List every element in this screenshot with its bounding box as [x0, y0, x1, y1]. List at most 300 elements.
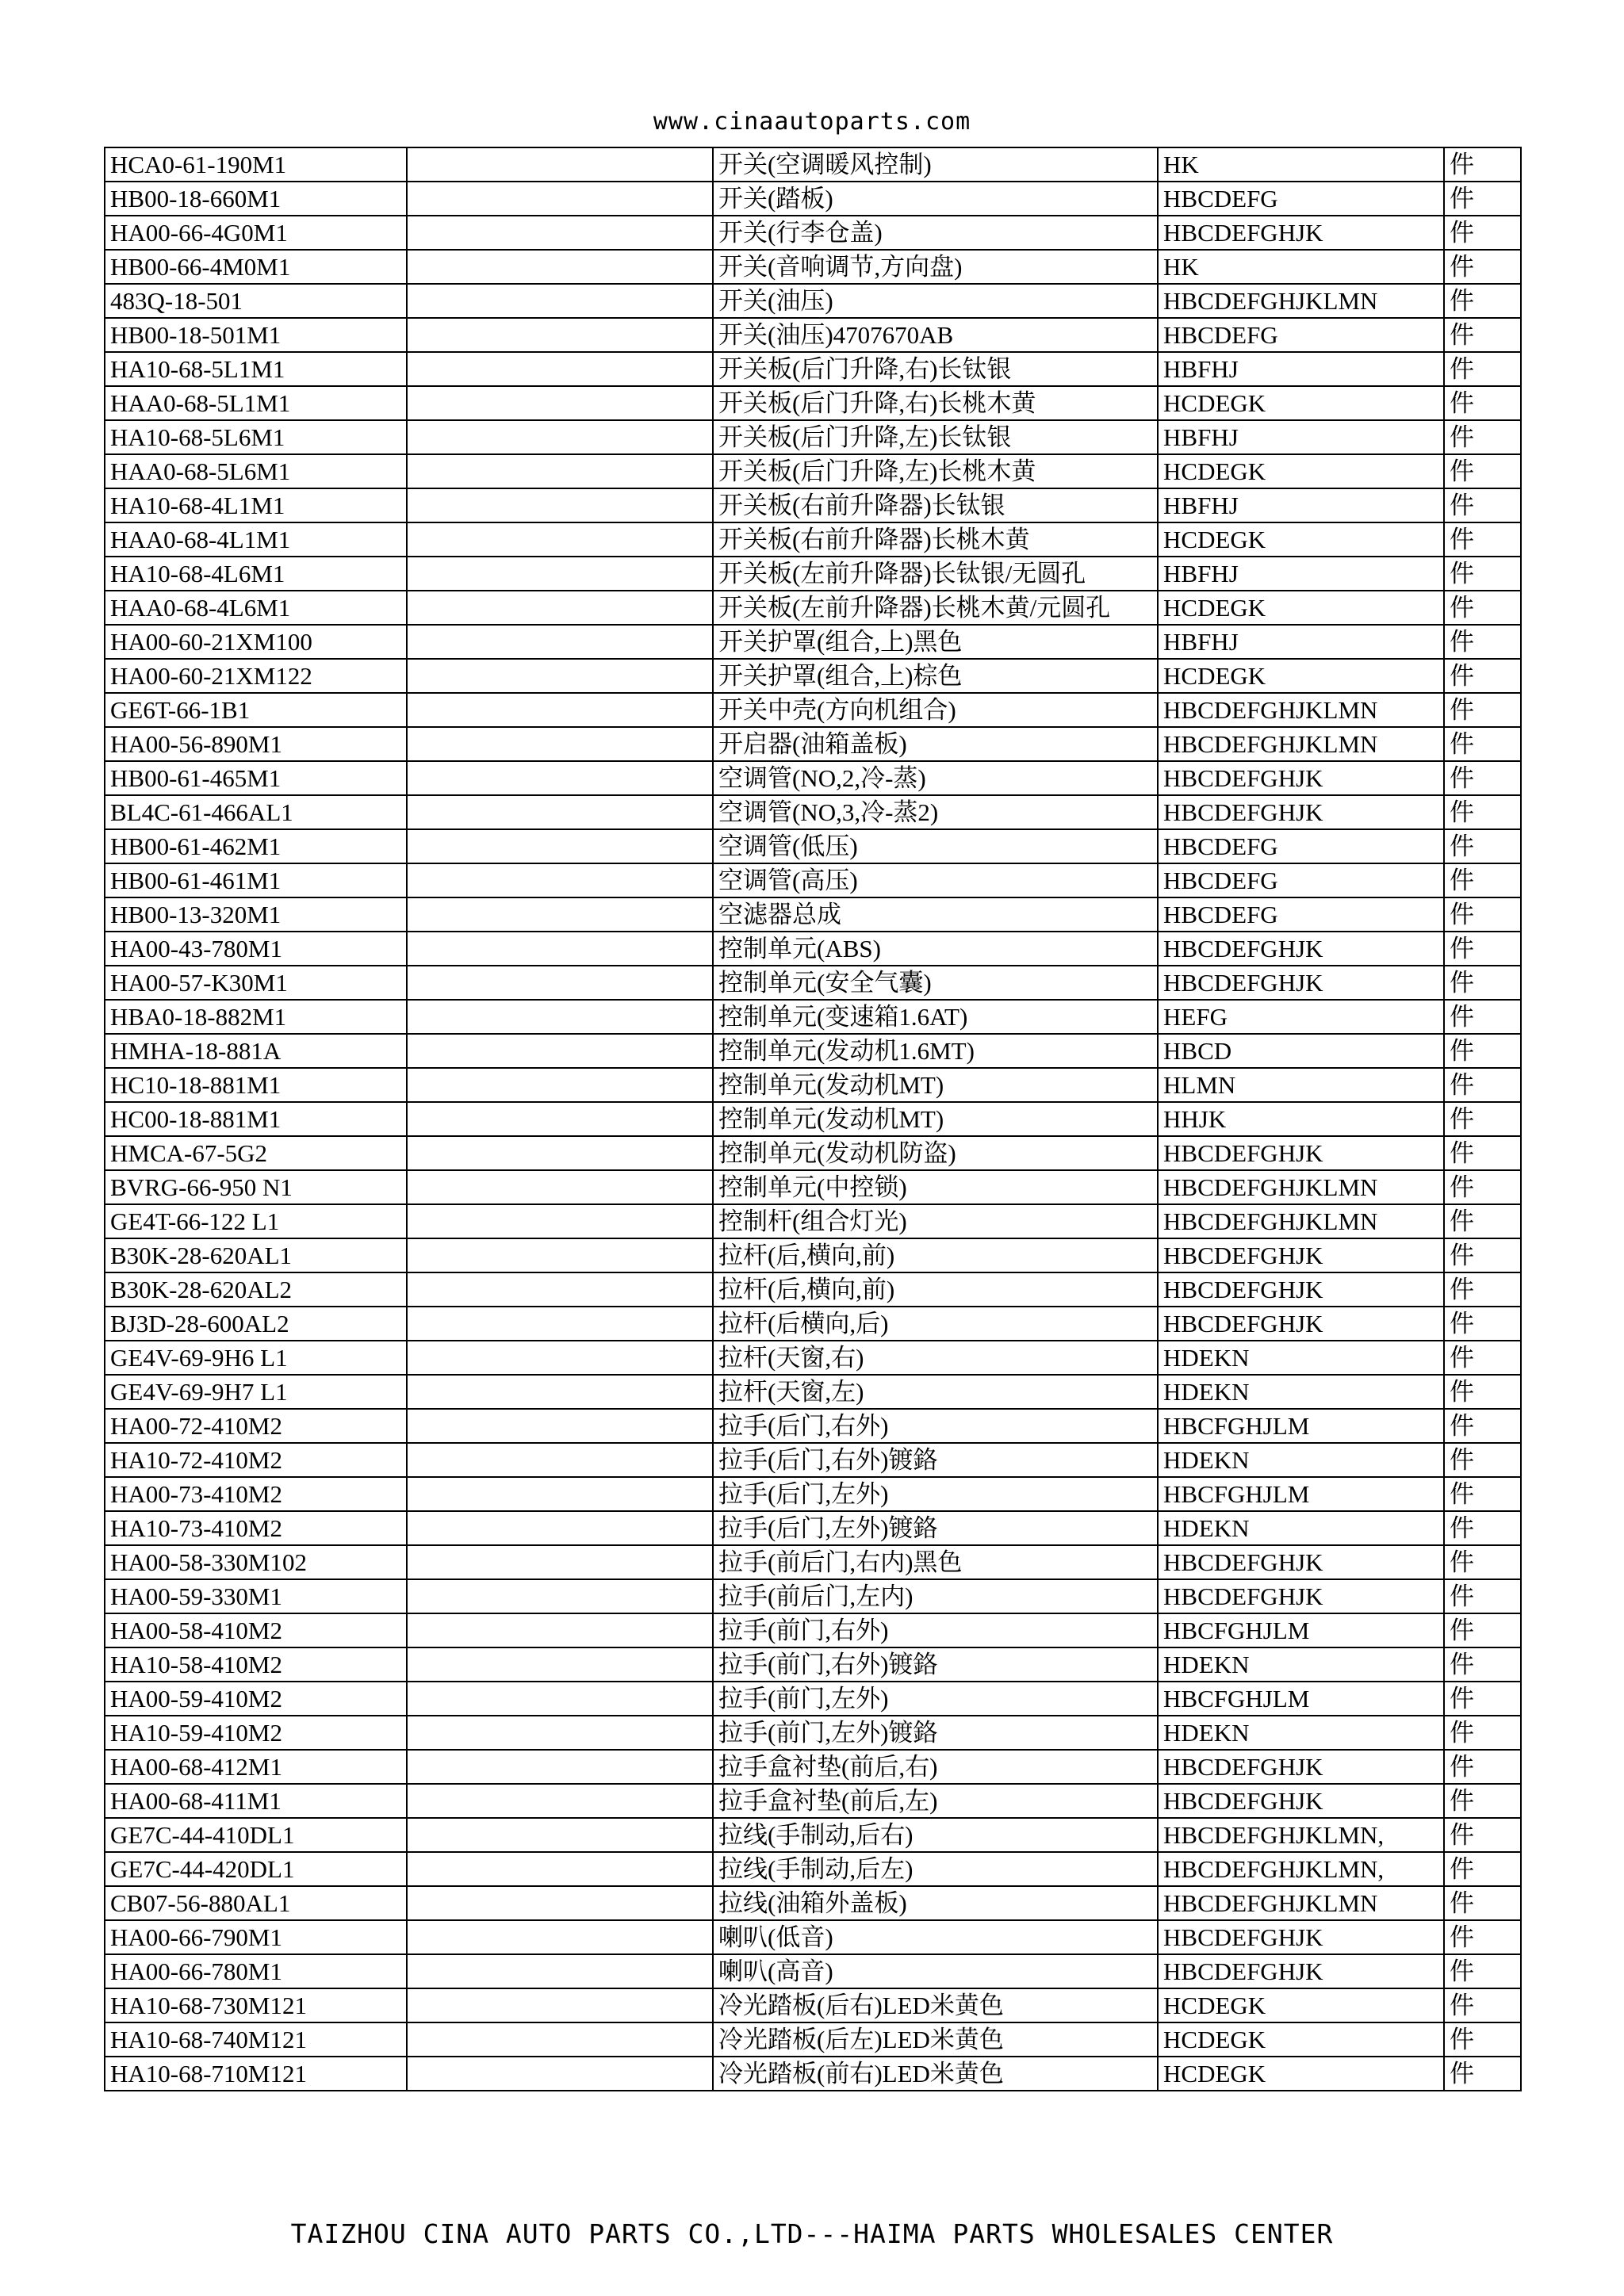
blank-cell	[407, 1136, 713, 1170]
part-number-cell: HB00-18-660M1	[105, 182, 407, 216]
part-name-cell: 开关板(左前升降器)长钛银/无圆孔	[713, 557, 1158, 591]
part-name-cell: 拉线(油箱外盖板)	[713, 1886, 1158, 1920]
blank-cell	[407, 1613, 713, 1647]
part-name-cell: 拉手(前门,右外)镀鉻	[713, 1647, 1158, 1682]
part-name-cell: 拉杆(后横向,后)	[713, 1307, 1158, 1341]
table-row	[105, 1307, 1521, 1341]
part-name-cell: 控制单元(ABS)	[713, 932, 1158, 966]
blank-cell	[407, 1409, 713, 1443]
model-codes-cell: HDEKN	[1158, 1511, 1444, 1545]
blank-cell	[407, 591, 713, 625]
blank-cell	[407, 829, 713, 863]
part-name-cell: 拉杆(后,横向,前)	[713, 1238, 1158, 1272]
model-codes-cell: HBCD	[1158, 1034, 1444, 1068]
unit-cell: 件	[1444, 1136, 1521, 1170]
table-row	[105, 1443, 1521, 1477]
unit-cell: 件	[1444, 1750, 1521, 1784]
table-row	[105, 1920, 1521, 1954]
model-codes-cell: HBCDEFGHJKLMN	[1158, 693, 1444, 727]
part-number-cell: HA10-68-4L1M1	[105, 488, 407, 522]
blank-cell	[407, 1716, 713, 1750]
part-number-cell: GE7C-44-410DL1	[105, 1818, 407, 1852]
model-codes-cell: HDEKN	[1158, 1443, 1444, 1477]
part-name-cell: 拉线(手制动,后左)	[713, 1852, 1158, 1886]
model-codes-cell: HBCDEFGHJKLMN	[1158, 1886, 1444, 1920]
part-number-cell: CB07-56-880AL1	[105, 1886, 407, 1920]
part-name-cell: 控制杆(组合灯光)	[713, 1204, 1158, 1238]
table-row	[105, 2022, 1521, 2057]
model-codes-cell: HBCDEFGHJKLMN	[1158, 727, 1444, 761]
blank-cell	[407, 250, 713, 284]
table-row	[105, 625, 1521, 659]
part-name-cell: 冷光踏板(前右)LED米黄色	[713, 2057, 1158, 2091]
unit-cell: 件	[1444, 1238, 1521, 1272]
model-codes-cell: HCDEGK	[1158, 2022, 1444, 2057]
blank-cell	[407, 1954, 713, 1988]
unit-cell: 件	[1444, 1579, 1521, 1613]
part-number-cell: HA10-73-410M2	[105, 1511, 407, 1545]
unit-cell: 件	[1444, 693, 1521, 727]
part-name-cell: 空调管(NO,2,冷-蒸)	[713, 761, 1158, 795]
blank-cell	[407, 1341, 713, 1375]
blank-cell	[407, 1272, 713, 1307]
table-row	[105, 1545, 1521, 1579]
part-name-cell: 冷光踏板(后右)LED米黄色	[713, 1988, 1158, 2022]
model-codes-cell: HBCDEFGHJKLMN,	[1158, 1852, 1444, 1886]
part-number-cell: HA00-58-410M2	[105, 1613, 407, 1647]
model-codes-cell: HBCDEFGHJK	[1158, 1238, 1444, 1272]
unit-cell: 件	[1444, 1613, 1521, 1647]
part-name-cell: 开关板(后门升降,右)长桃木黄	[713, 386, 1158, 420]
table-row	[105, 182, 1521, 216]
part-name-cell: 开关板(左前升降器)长桃木黄/元圆孔	[713, 591, 1158, 625]
unit-cell: 件	[1444, 386, 1521, 420]
part-number-cell: HA00-60-21XM100	[105, 625, 407, 659]
unit-cell: 件	[1444, 1204, 1521, 1238]
blank-cell	[407, 1307, 713, 1341]
unit-cell: 件	[1444, 488, 1521, 522]
table-row	[105, 591, 1521, 625]
table-row	[105, 1272, 1521, 1307]
part-name-cell: 开关(油压)	[713, 284, 1158, 318]
model-codes-cell: HDEKN	[1158, 1375, 1444, 1409]
part-name-cell: 拉杆(后,横向,前)	[713, 1272, 1158, 1307]
table-row	[105, 1716, 1521, 1750]
model-codes-cell: HBCDEFGHJK	[1158, 932, 1444, 966]
table-row	[105, 693, 1521, 727]
part-name-cell: 开关(踏板)	[713, 182, 1158, 216]
unit-cell: 件	[1444, 1920, 1521, 1954]
part-number-cell: HC10-18-881M1	[105, 1068, 407, 1102]
table-row	[105, 1341, 1521, 1375]
table-row	[105, 829, 1521, 863]
model-codes-cell: HBCFGHJLM	[1158, 1477, 1444, 1511]
table-row	[105, 147, 1521, 182]
table-row	[105, 1988, 1521, 2022]
part-name-cell: 拉手(后门,左外)	[713, 1477, 1158, 1511]
unit-cell: 件	[1444, 2022, 1521, 2057]
unit-cell: 件	[1444, 625, 1521, 659]
unit-cell: 件	[1444, 284, 1521, 318]
blank-cell	[407, 1750, 713, 1784]
model-codes-cell: HHJK	[1158, 1102, 1444, 1136]
part-name-cell: 开关护罩(组合,上)黑色	[713, 625, 1158, 659]
model-codes-cell: HBFHJ	[1158, 557, 1444, 591]
table-row	[105, 1238, 1521, 1272]
unit-cell: 件	[1444, 1034, 1521, 1068]
part-number-cell: HA10-59-410M2	[105, 1716, 407, 1750]
model-codes-cell: HBCFGHJLM	[1158, 1409, 1444, 1443]
blank-cell	[407, 488, 713, 522]
unit-cell: 件	[1444, 1375, 1521, 1409]
model-codes-cell: HBCFGHJLM	[1158, 1682, 1444, 1716]
blank-cell	[407, 1102, 713, 1136]
table-row	[105, 1102, 1521, 1136]
table-row	[105, 1750, 1521, 1784]
blank-cell	[407, 897, 713, 932]
part-number-cell: HA10-68-710M121	[105, 2057, 407, 2091]
model-codes-cell: HLMN	[1158, 1068, 1444, 1102]
part-name-cell: 开关板(右前升降器)长桃木黄	[713, 522, 1158, 557]
part-number-cell: GE4T-66-122 L1	[105, 1204, 407, 1238]
unit-cell: 件	[1444, 1307, 1521, 1341]
model-codes-cell: HBFHJ	[1158, 352, 1444, 386]
part-number-cell: HBA0-18-882M1	[105, 1000, 407, 1034]
table-row	[105, 932, 1521, 966]
part-number-cell: HA00-66-790M1	[105, 1920, 407, 1954]
blank-cell	[407, 1784, 713, 1818]
blank-cell	[407, 1204, 713, 1238]
blank-cell	[407, 454, 713, 488]
part-number-cell: HA00-60-21XM122	[105, 659, 407, 693]
part-number-cell: HA00-66-780M1	[105, 1954, 407, 1988]
blank-cell	[407, 352, 713, 386]
table-row	[105, 1170, 1521, 1204]
unit-cell: 件	[1444, 454, 1521, 488]
part-number-cell: HA00-72-410M2	[105, 1409, 407, 1443]
blank-cell	[407, 727, 713, 761]
blank-cell	[407, 420, 713, 454]
part-name-cell: 空调管(NO,3,冷-蒸2)	[713, 795, 1158, 829]
part-name-cell: 控制单元(变速箱1.6AT)	[713, 1000, 1158, 1034]
unit-cell: 件	[1444, 897, 1521, 932]
table-row	[105, 1204, 1521, 1238]
part-name-cell: 拉手(前门,左外)	[713, 1682, 1158, 1716]
unit-cell: 件	[1444, 522, 1521, 557]
model-codes-cell: HBCDEFGHJKLMN	[1158, 1170, 1444, 1204]
blank-cell	[407, 1511, 713, 1545]
model-codes-cell: HCDEGK	[1158, 522, 1444, 557]
part-name-cell: 拉手(前门,右外)	[713, 1613, 1158, 1647]
model-codes-cell: HBCDEFGHJK	[1158, 795, 1444, 829]
unit-cell: 件	[1444, 1409, 1521, 1443]
unit-cell: 件	[1444, 250, 1521, 284]
model-codes-cell: HDEKN	[1158, 1647, 1444, 1682]
blank-cell	[407, 625, 713, 659]
part-name-cell: 控制单元(发动机防盗)	[713, 1136, 1158, 1170]
unit-cell: 件	[1444, 1068, 1521, 1102]
table-row	[105, 1477, 1521, 1511]
model-codes-cell: HBCDEFGHJK	[1158, 1784, 1444, 1818]
part-number-cell: HA10-68-4L6M1	[105, 557, 407, 591]
part-number-cell: HB00-66-4M0M1	[105, 250, 407, 284]
table-row	[105, 318, 1521, 352]
blank-cell	[407, 1238, 713, 1272]
table-row	[105, 1784, 1521, 1818]
model-codes-cell: HBCDEFGHJK	[1158, 1136, 1444, 1170]
model-codes-cell: HBCDEFGHJK	[1158, 1920, 1444, 1954]
model-codes-cell: HBCFGHJLM	[1158, 1613, 1444, 1647]
unit-cell: 件	[1444, 1852, 1521, 1886]
part-number-cell: HA00-43-780M1	[105, 932, 407, 966]
table-row	[105, 863, 1521, 897]
part-number-cell: GE4V-69-9H6 L1	[105, 1341, 407, 1375]
part-number-cell: HB00-61-461M1	[105, 863, 407, 897]
part-number-cell: HA10-68-5L6M1	[105, 420, 407, 454]
blank-cell	[407, 1170, 713, 1204]
blank-cell	[407, 2057, 713, 2091]
unit-cell: 件	[1444, 557, 1521, 591]
blank-cell	[407, 1000, 713, 1034]
unit-cell: 件	[1444, 1784, 1521, 1818]
part-name-cell: 开启器(油箱盖板)	[713, 727, 1158, 761]
unit-cell: 件	[1444, 318, 1521, 352]
part-name-cell: 控制单元(发动机1.6MT)	[713, 1034, 1158, 1068]
unit-cell: 件	[1444, 2057, 1521, 2091]
part-number-cell: GE7C-44-420DL1	[105, 1852, 407, 1886]
part-name-cell: 拉手(后门,右外)	[713, 1409, 1158, 1443]
part-number-cell: BJ3D-28-600AL2	[105, 1307, 407, 1341]
model-codes-cell: HCDEGK	[1158, 454, 1444, 488]
blank-cell	[407, 1375, 713, 1409]
part-number-cell: GE6T-66-1B1	[105, 693, 407, 727]
unit-cell: 件	[1444, 795, 1521, 829]
part-name-cell: 冷光踏板(后左)LED米黄色	[713, 2022, 1158, 2057]
model-codes-cell: HBCDEFGHJK	[1158, 761, 1444, 795]
part-name-cell: 拉手(前后门,左内)	[713, 1579, 1158, 1613]
table-row	[105, 1511, 1521, 1545]
model-codes-cell: HDEKN	[1158, 1716, 1444, 1750]
blank-cell	[407, 1579, 713, 1613]
part-number-cell: HCA0-61-190M1	[105, 147, 407, 182]
part-number-cell: HA00-59-410M2	[105, 1682, 407, 1716]
blank-cell	[407, 1682, 713, 1716]
unit-cell: 件	[1444, 932, 1521, 966]
part-name-cell: 空调管(高压)	[713, 863, 1158, 897]
blank-cell	[407, 1477, 713, 1511]
part-name-cell: 开关板(后门升降,右)长钛银	[713, 352, 1158, 386]
blank-cell	[407, 659, 713, 693]
parts-table-body	[105, 147, 1521, 2091]
part-name-cell: 拉手(后门,左外)镀鉻	[713, 1511, 1158, 1545]
model-codes-cell: HEFG	[1158, 1000, 1444, 1034]
table-row	[105, 727, 1521, 761]
model-codes-cell: HBCDEFGHJK	[1158, 216, 1444, 250]
model-codes-cell: HK	[1158, 250, 1444, 284]
part-name-cell: 喇叭(高音)	[713, 1954, 1158, 1988]
blank-cell	[407, 966, 713, 1000]
model-codes-cell: HBFHJ	[1158, 420, 1444, 454]
unit-cell: 件	[1444, 1545, 1521, 1579]
table-row	[105, 386, 1521, 420]
unit-cell: 件	[1444, 829, 1521, 863]
model-codes-cell: HBCDEFGHJKLMN,	[1158, 1818, 1444, 1852]
part-number-cell: HA00-68-412M1	[105, 1750, 407, 1784]
table-row	[105, 1068, 1521, 1102]
table-row	[105, 1136, 1521, 1170]
blank-cell	[407, 761, 713, 795]
part-name-cell: 开关(空调暖风控制)	[713, 147, 1158, 182]
table-row	[105, 659, 1521, 693]
model-codes-cell: HCDEGK	[1158, 659, 1444, 693]
part-name-cell: 开关板(后门升降,左)长钛银	[713, 420, 1158, 454]
model-codes-cell: HCDEGK	[1158, 2057, 1444, 2091]
unit-cell: 件	[1444, 216, 1521, 250]
blank-cell	[407, 318, 713, 352]
part-name-cell: 开关(音响调节,方向盘)	[713, 250, 1158, 284]
page-header-url: www.cinaautoparts.com	[653, 108, 971, 136]
table-row	[105, 1000, 1521, 1034]
part-number-cell: HA00-66-4G0M1	[105, 216, 407, 250]
unit-cell: 件	[1444, 1818, 1521, 1852]
table-row	[105, 352, 1521, 386]
blank-cell	[407, 522, 713, 557]
unit-cell: 件	[1444, 1477, 1521, 1511]
model-codes-cell: HBCDEFG	[1158, 897, 1444, 932]
part-name-cell: 拉杆(天窗,右)	[713, 1341, 1158, 1375]
model-codes-cell: HBFHJ	[1158, 488, 1444, 522]
part-number-cell: HB00-18-501M1	[105, 318, 407, 352]
unit-cell: 件	[1444, 727, 1521, 761]
table-row	[105, 284, 1521, 318]
part-name-cell: 控制单元(中控锁)	[713, 1170, 1158, 1204]
part-number-cell: 483Q-18-501	[105, 284, 407, 318]
part-number-cell: HAA0-68-5L6M1	[105, 454, 407, 488]
table-row	[105, 1818, 1521, 1852]
unit-cell: 件	[1444, 182, 1521, 216]
part-number-cell: HA10-68-730M121	[105, 1988, 407, 2022]
part-number-cell: HB00-13-320M1	[105, 897, 407, 932]
part-name-cell: 开关中壳(方向机组合)	[713, 693, 1158, 727]
part-name-cell: 开关(油压)4707670AB	[713, 318, 1158, 352]
model-codes-cell: HK	[1158, 147, 1444, 182]
model-codes-cell: HBFHJ	[1158, 625, 1444, 659]
model-codes-cell: HBCDEFG	[1158, 318, 1444, 352]
unit-cell: 件	[1444, 1886, 1521, 1920]
table-row	[105, 1613, 1521, 1647]
unit-cell: 件	[1444, 761, 1521, 795]
table-row	[105, 1375, 1521, 1409]
unit-cell: 件	[1444, 1341, 1521, 1375]
part-number-cell: HA10-58-410M2	[105, 1647, 407, 1682]
part-number-cell: HB00-61-462M1	[105, 829, 407, 863]
table-row	[105, 488, 1521, 522]
table-row	[105, 420, 1521, 454]
part-name-cell: 拉手盒衬垫(前后,左)	[713, 1784, 1158, 1818]
blank-cell	[407, 1034, 713, 1068]
blank-cell	[407, 386, 713, 420]
part-number-cell: B30K-28-620AL1	[105, 1238, 407, 1272]
part-name-cell: 控制单元(发动机MT)	[713, 1102, 1158, 1136]
table-row	[105, 1647, 1521, 1682]
blank-cell	[407, 1068, 713, 1102]
blank-cell	[407, 216, 713, 250]
unit-cell: 件	[1444, 352, 1521, 386]
part-name-cell: 开关护罩(组合,上)棕色	[713, 659, 1158, 693]
model-codes-cell: HBCDEFG	[1158, 863, 1444, 897]
part-number-cell: HA00-58-330M102	[105, 1545, 407, 1579]
blank-cell	[407, 557, 713, 591]
blank-cell	[407, 1818, 713, 1852]
part-name-cell: 拉线(手制动,后右)	[713, 1818, 1158, 1852]
table-row	[105, 216, 1521, 250]
part-name-cell: 空滤器总成	[713, 897, 1158, 932]
table-row	[105, 966, 1521, 1000]
unit-cell: 件	[1444, 1443, 1521, 1477]
unit-cell: 件	[1444, 1272, 1521, 1307]
parts-table	[104, 147, 1522, 2091]
blank-cell	[407, 182, 713, 216]
model-codes-cell: HBCDEFGHJKLMN	[1158, 1204, 1444, 1238]
part-name-cell: 空调管(低压)	[713, 829, 1158, 863]
table-row	[105, 1034, 1521, 1068]
part-name-cell: 控制单元(安全气囊)	[713, 966, 1158, 1000]
table-row	[105, 795, 1521, 829]
part-number-cell: B30K-28-620AL2	[105, 1272, 407, 1307]
part-number-cell: HA10-72-410M2	[105, 1443, 407, 1477]
part-name-cell: 拉手盒衬垫(前后,右)	[713, 1750, 1158, 1784]
model-codes-cell: HBCDEFGHJK	[1158, 1307, 1444, 1341]
part-name-cell: 开关(行李仓盖)	[713, 216, 1158, 250]
table-row	[105, 250, 1521, 284]
model-codes-cell: HBCDEFGHJK	[1158, 1954, 1444, 1988]
model-codes-cell: HCDEGK	[1158, 386, 1444, 420]
blank-cell	[407, 1988, 713, 2022]
table-row	[105, 1886, 1521, 1920]
unit-cell: 件	[1444, 1000, 1521, 1034]
part-name-cell: 开关板(后门升降,左)长桃木黄	[713, 454, 1158, 488]
unit-cell: 件	[1444, 1988, 1521, 2022]
part-number-cell: GE4V-69-9H7 L1	[105, 1375, 407, 1409]
blank-cell	[407, 1852, 713, 1886]
model-codes-cell: HBCDEFGHJK	[1158, 966, 1444, 1000]
part-number-cell: HA00-56-890M1	[105, 727, 407, 761]
blank-cell	[407, 147, 713, 182]
table-row	[105, 761, 1521, 795]
part-number-cell: HB00-61-465M1	[105, 761, 407, 795]
unit-cell: 件	[1444, 1511, 1521, 1545]
blank-cell	[407, 932, 713, 966]
unit-cell: 件	[1444, 1716, 1521, 1750]
unit-cell: 件	[1444, 966, 1521, 1000]
model-codes-cell: HBCDEFGHJKLMN	[1158, 284, 1444, 318]
table-row	[105, 1852, 1521, 1886]
model-codes-cell: HCDEGK	[1158, 1988, 1444, 2022]
model-codes-cell: HBCDEFGHJK	[1158, 1545, 1444, 1579]
part-name-cell: 拉杆(天窗,左)	[713, 1375, 1158, 1409]
unit-cell: 件	[1444, 1647, 1521, 1682]
blank-cell	[407, 1443, 713, 1477]
unit-cell: 件	[1444, 1170, 1521, 1204]
part-number-cell: HMHA-18-881A	[105, 1034, 407, 1068]
table-row	[105, 2057, 1521, 2091]
part-number-cell: HA00-73-410M2	[105, 1477, 407, 1511]
model-codes-cell: HBCDEFGHJK	[1158, 1750, 1444, 1784]
blank-cell	[407, 863, 713, 897]
blank-cell	[407, 2022, 713, 2057]
blank-cell	[407, 1886, 713, 1920]
unit-cell: 件	[1444, 147, 1521, 182]
